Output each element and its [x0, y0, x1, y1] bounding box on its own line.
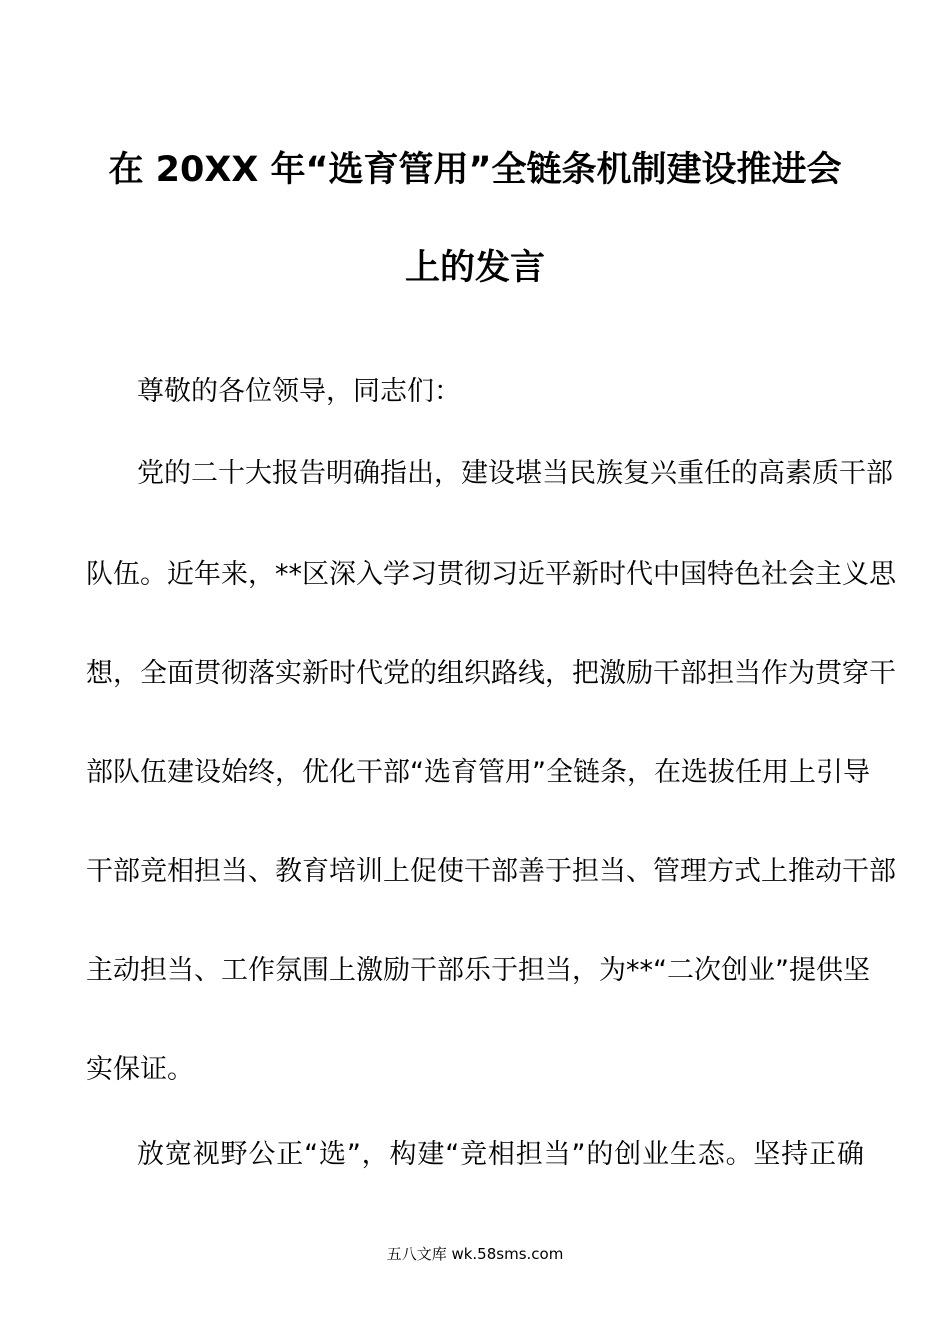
- paragraph-2-line-1: 放宽视野公正“选”，构建“竞相担当”的创业生态。坚持正确: [137, 1139, 864, 1170]
- paragraph-1-line-4: 部队伍建设始终，优化干部“选育管用”全链条，在选拔任用上引导: [86, 757, 870, 788]
- paragraph-1-line-3: 想，全面贯彻落实新时代党的组织路线，把激励干部担当作为贯穿干: [86, 658, 896, 689]
- paragraph-1-line-1: 党的二十大报告明确指出，建设堪当民族复兴重任的高素质干部: [137, 458, 893, 489]
- document-title-line-2: 上的发言: [404, 248, 545, 288]
- paragraph-1-line-7: 实保证。: [86, 1054, 194, 1085]
- paragraph-1-line-2: 队伍。近年来，**区深入学习贯彻习近平新时代中国特色社会主义思: [86, 559, 896, 590]
- salutation: 尊敬的各位领导，同志们：: [137, 376, 461, 407]
- paragraph-1-line-5: 干部竞相担当、教育培训上促使干部善于担当、管理方式上推动干部: [86, 856, 896, 887]
- paragraph-1-line-6: 主动担当、工作氛围上激励干部乐于担当，为**“二次创业”提供坚: [86, 955, 870, 986]
- document-title-line-1: 在 20XX 年“选育管用”全链条机制建设推进会: [108, 150, 842, 190]
- footer-watermark: 五八文库 wk.58sms.com: [386, 1245, 564, 1263]
